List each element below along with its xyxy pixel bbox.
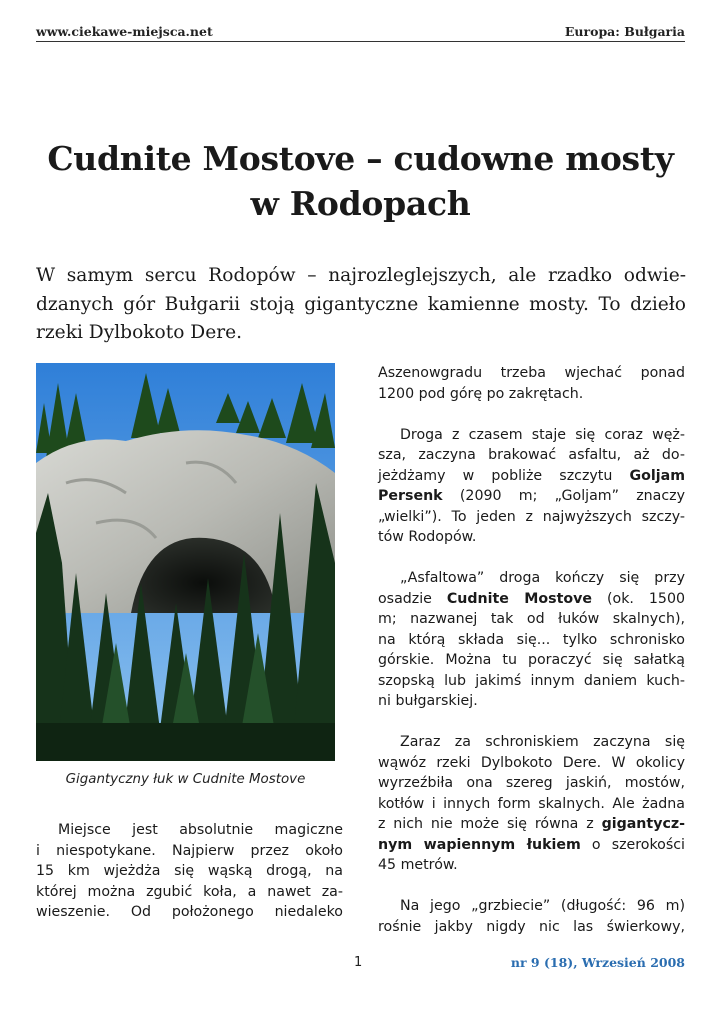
text-line: Na jego „grzbiecie” (długość: 96 m) bbox=[400, 898, 685, 914]
text-line: szopską lub jakimś innym daniem kuch- bbox=[378, 672, 685, 689]
bold-term: nym wapiennym łukiem bbox=[378, 836, 581, 853]
article-title bbox=[20, 136, 701, 226]
bold-term: Cudnite Mostove bbox=[446, 590, 593, 607]
page-header bbox=[36, 22, 685, 42]
text-run: z nich nie może się równa z bbox=[378, 816, 602, 832]
text-line: 1200 pod górę po zakrętach. bbox=[378, 385, 584, 402]
text-line: Aszenowgradu trzeba wjechać ponad bbox=[378, 365, 685, 381]
text-line: m; nazwanej tak od łuków skalnych), bbox=[378, 611, 685, 627]
text-run: (ok. 1500 bbox=[592, 590, 685, 607]
text-line: sza, zaczyna brakować asfaltu, aż do- bbox=[378, 447, 685, 463]
site-url: www.ciekawe-miejsca.net bbox=[36, 24, 213, 39]
text-run: (2090 m; „Goljam” znaczy bbox=[442, 488, 685, 504]
left-column bbox=[36, 820, 343, 923]
text-line: Droga z czasem staje się coraz węż- bbox=[400, 426, 685, 443]
text-line: której można zgubić koła, a nawet za- bbox=[36, 883, 343, 900]
text-run: osadzie bbox=[378, 590, 447, 607]
section-label: Europa: Bułgaria bbox=[564, 24, 685, 39]
text-line: wyrzeźbiła ona szereg jaskiń, mostów, bbox=[378, 775, 685, 791]
right-column bbox=[378, 363, 685, 937]
text-line: rośnie jakby nigdy nic las świerkowy, bbox=[378, 918, 685, 935]
lead-line: dzanych gór Bułgarii stoją gigantyczne kamienne mosty. To dzieło bbox=[36, 293, 686, 315]
page-number: 1 bbox=[354, 955, 363, 970]
issue-label: nr 9 (18), Wrzesień 2008 bbox=[510, 955, 685, 970]
text-line: 45 metrów. bbox=[378, 857, 458, 873]
title-line-1: Cudnite Mostove – cudowne mosty bbox=[47, 139, 674, 178]
bold-term: Persenk bbox=[378, 488, 443, 504]
text-line: 15 km wjeżdża się wąską drogą, na bbox=[36, 863, 343, 879]
text-line: wieszenie. Od położonego niedaleko bbox=[36, 904, 343, 920]
text-line: ni bułgarskiej. bbox=[378, 693, 478, 709]
limestone-arch-illustration bbox=[36, 363, 335, 761]
text-line: „Asfaltowa” droga kończy się przy bbox=[400, 570, 685, 586]
lead-line: rzeki Dylbokoto Dere. bbox=[36, 322, 243, 343]
article-photo bbox=[36, 363, 335, 761]
text-line: Miejsce jest absolutnie magiczne bbox=[58, 822, 343, 838]
bold-term: gigantycz- bbox=[601, 816, 685, 832]
article-lead bbox=[36, 262, 686, 348]
lead-line: W samym sercu Rodopów – najrozleglejszych, ale rzadko odwie- bbox=[36, 265, 686, 286]
text-run: o szerokości bbox=[580, 836, 685, 853]
text-line: „wielki”). To jeden z najwyższych szczy- bbox=[378, 508, 685, 525]
text-line: górskie. Można tu poraczyć się sałatką bbox=[378, 652, 685, 668]
text-line bbox=[378, 466, 685, 487]
bold-term: Goljam bbox=[629, 467, 685, 484]
text-line: tów Rodopów. bbox=[378, 529, 477, 545]
text-line bbox=[378, 486, 685, 507]
text-line: na którą składa się... tylko schronisko bbox=[378, 631, 685, 648]
text-line: i niespotykane. Najpierw przez około bbox=[36, 842, 343, 859]
text-line: kotłów i innych form skalnych. Ale żadna bbox=[378, 795, 685, 812]
text-line: Zaraz za schroniskiem zaczyna się bbox=[400, 734, 685, 750]
text-run: jeżdżamy w pobliże szczytu bbox=[378, 467, 630, 484]
text-line bbox=[378, 589, 685, 610]
text-line bbox=[378, 835, 685, 856]
text-line: wąwóz rzeki Dylbokoto Dere. W okolicy bbox=[378, 754, 685, 771]
text-line bbox=[378, 814, 685, 835]
photo-caption: Gigantyczny łuk w Cudnite Mostove bbox=[65, 772, 306, 787]
title-line-2: w Rodopach bbox=[250, 184, 471, 223]
